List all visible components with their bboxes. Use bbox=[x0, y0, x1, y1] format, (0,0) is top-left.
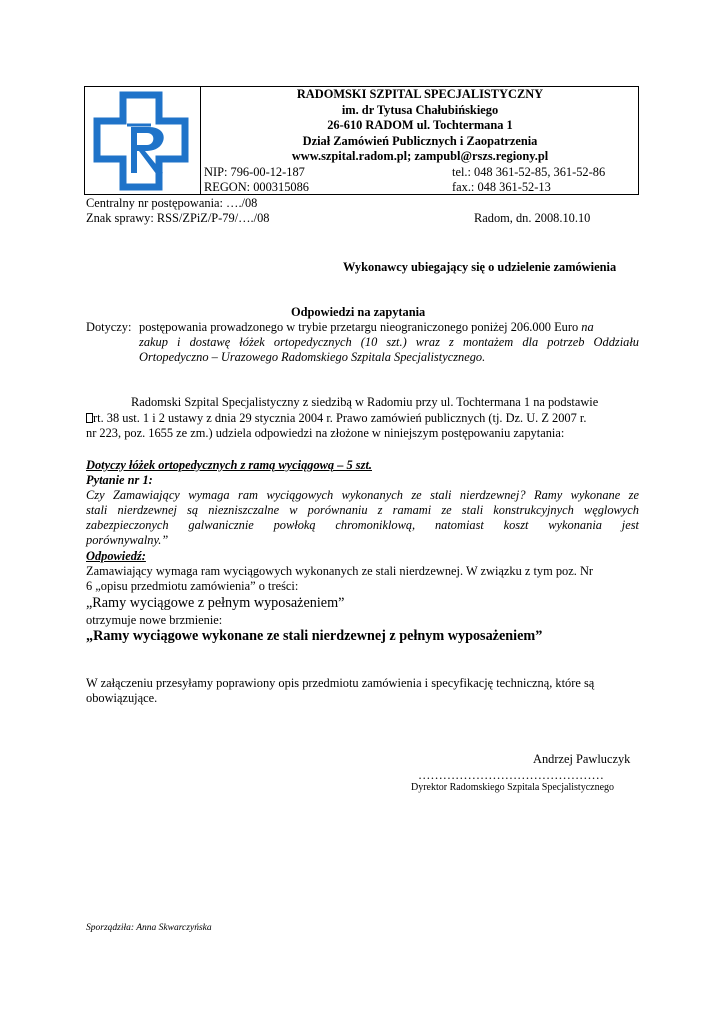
letterhead-titles bbox=[202, 87, 638, 165]
signatory-role: Dyrektor Radomskiego Szpitala Specjalistycznego bbox=[411, 782, 615, 793]
question-line-2: stali nierdzewnej są niezniszczalne w porównaniu z ramami ze stali konstrukcyjnych węglowych bbox=[86, 503, 639, 517]
hospital-patron: im. dr Tytusa Chałubińskiego bbox=[341, 102, 499, 117]
question-line-1: Czy Zamawiający wymaga ram wyciągowych wykonanych ze stali nierdzewnej? Ramy wykonane ze bbox=[86, 488, 639, 502]
document-title: Odpowiedzi na zapytania bbox=[291, 305, 426, 319]
intro-line-1: Radomski Szpital Specjalistyczny z siedzibą w Radomiu przy ul. Tochtermana 1 na podstawie bbox=[131, 395, 599, 409]
hospital-logo-icon bbox=[87, 89, 195, 193]
question-label: Pytanie nr 1: bbox=[86, 473, 153, 487]
attachment-line-1: W załączeniu przesyłamy poprawiony opis przedmiotu zamówienia i specyfikację techniczną, które są bbox=[86, 676, 595, 690]
question-line-4: porównywalny.” bbox=[86, 533, 169, 547]
header-divider bbox=[200, 87, 201, 195]
subject-line-2: zakup i dostawę łóżek ortopedycznych (10 szt.) wraz z montażem dla potrzeb Oddziału bbox=[139, 335, 639, 349]
central-number: Centralny nr postępowania: …./08 bbox=[86, 196, 258, 210]
letterhead bbox=[84, 86, 639, 195]
intro-line-3: nr 223, poz. 1655 ze zm.) udziela odpowiedzi na złożone w niniejszym postępowaniu zapytania: bbox=[86, 426, 565, 440]
signature-line: ……………………………………… bbox=[418, 768, 604, 782]
case-number: Znak sprawy: RSS/ZPiZ/P-79/…./08 bbox=[86, 211, 270, 225]
intro-line-2 bbox=[86, 411, 586, 427]
recipient: Wykonawcy ubiegający się o udzielenie zamówienia bbox=[343, 260, 617, 274]
signatory-name: Andrzej Pawluczyk bbox=[533, 752, 631, 766]
hospital-name: RADOMSKI SZPITAL SPECJALISTYCZNY bbox=[296, 87, 544, 101]
place-date: Radom, dn. 2008.10.10 bbox=[474, 211, 591, 225]
question-line-3: zabezpieczonych galwanicznie powłoką chromoniklową, natomiast koszt wykonania jest bbox=[86, 518, 639, 532]
subject-line-1 bbox=[139, 320, 594, 336]
intro-line-2-text: rt. 38 ust. 1 i 2 ustawy z dnia 29 stycznia 2004 r. Prawo zamówień publicznych (tj. Dz. U. Z 2007 r. bbox=[93, 411, 587, 425]
section-heading: Dotyczy łóżek ortopedycznych z ramą wyciągową – 5 szt. bbox=[86, 458, 372, 472]
subject-italic: na bbox=[581, 320, 594, 334]
subject-line-3: Ortopedyczno – Urazowego Radomskiego Szpitala Specjalistycznego. bbox=[139, 350, 486, 364]
answer-line-1: Zamawiający wymaga ram wyciągowych wykonanych ze stali nierdzewnej. W związku z tym poz. Nr bbox=[86, 564, 594, 578]
web-email: www.szpital.radom.pl; zampubl@rszs.regiony.pl bbox=[291, 149, 549, 163]
hospital-address: 26-610 RADOM ul. Tochtermana 1 bbox=[327, 118, 513, 132]
subject-text: postępowania prowadzonego w trybie przetargu nieograniczonego poniżej 206.000 Euro bbox=[139, 320, 579, 334]
department-name: Dział Zamówień Publicznych i Zaopatrzenia bbox=[302, 133, 538, 148]
answer-line-2: 6 „opisu przedmiotu zamówienia” o treści: bbox=[86, 579, 299, 593]
fax: fax.: 048 361-52-13 bbox=[452, 180, 551, 194]
telephone: tel.: 048 361-52-85, 361-52-86 bbox=[452, 165, 606, 179]
prepared-by: Sporządziła: Anna Skwarczyńska bbox=[86, 923, 212, 933]
nip: NIP: 796-00-12-187 bbox=[204, 165, 305, 179]
attachment-line-2: obowiązujące. bbox=[86, 691, 158, 705]
missing-glyph-box bbox=[86, 413, 93, 423]
new-wording: „Ramy wyciągowe wykonane ze stali nierdzewnej z pełnym wyposażeniem” bbox=[86, 628, 543, 644]
receives-label: otrzymuje nowe brzmienie: bbox=[86, 613, 223, 627]
subject-label: Dotyczy: bbox=[86, 320, 132, 334]
old-wording: „Ramy wyciągowe z pełnym wyposażeniem” bbox=[86, 595, 345, 611]
regon: REGON: 000315086 bbox=[204, 180, 309, 194]
answer-label: Odpowiedź: bbox=[86, 549, 146, 563]
